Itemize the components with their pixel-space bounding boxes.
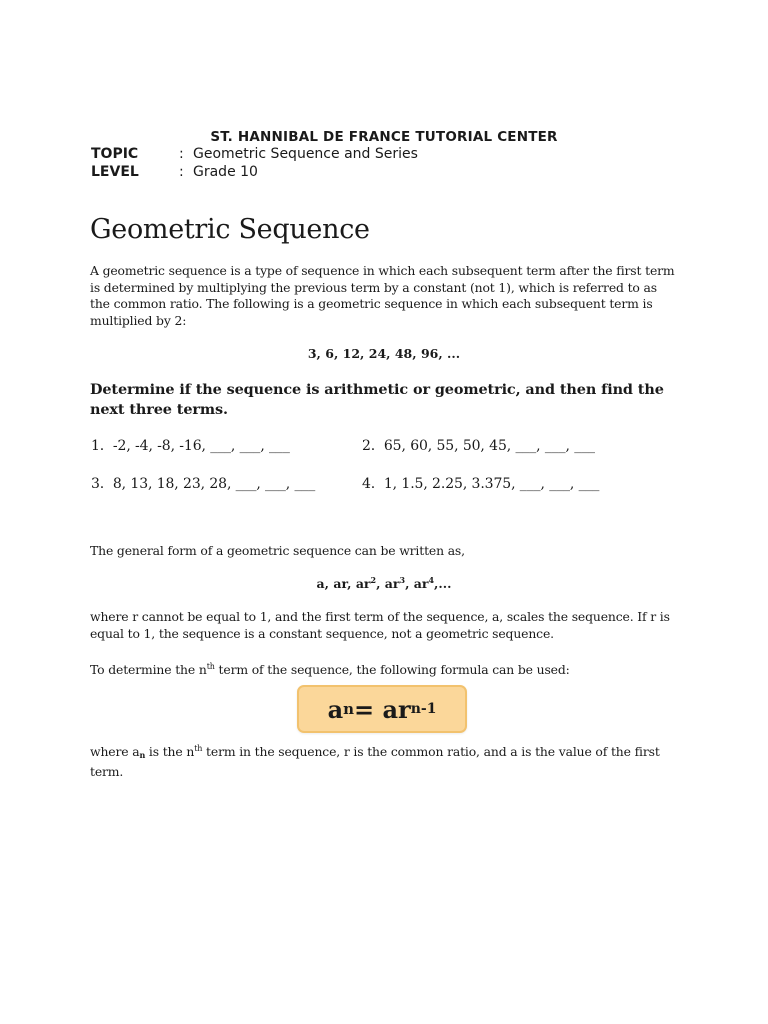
topic-label: TOPIC: [91, 146, 139, 162]
item-number: 3.: [91, 476, 105, 492]
topic-value: Geometric Sequence and Series: [193, 146, 418, 162]
item-number: 1.: [91, 438, 105, 454]
formula-definition: where $a_n$ is the $n^{th}$ term in the sequence, r is the common ratio, and a is the value of the first term.: [90, 744, 660, 779]
nth-term-intro: To determine the $n^{th}$ term of the sequence, the following formula can be used:: [90, 662, 570, 677]
exercise-item-4: [362, 476, 599, 492]
item-text: -2, -4, -8, -16, ___, ___, ___: [112, 438, 290, 454]
level-row: [91, 164, 258, 180]
exercise-item-2: [362, 438, 595, 454]
general-form: a, ar, $ar^2$, $ar^3$, $ar^4$,...: [316, 575, 452, 591]
item-text: 8, 13, 18, 23, 28, ___, ___, ___: [112, 476, 316, 492]
general-form-intro: The general form of a geometric sequence can be written as,: [90, 543, 465, 558]
level-separator: :: [179, 164, 184, 180]
general-form-explanation: where r cannot be equal to 1, and the first term of the sequence, a, scales the sequence. If r is equal to 1, the sequence is a constant sequence, not a geometric sequence.: [90, 609, 670, 641]
intro-paragraph: A geometric sequence is a type of sequence in which each subsequent term after the first term is determined by multiplying the previous term by a constant (not 1), which is referred to as the common ratio. The following is a geometric sequence in which each subsequent term is multiplied by 2:: [90, 263, 675, 328]
item-number: 4.: [362, 476, 376, 492]
example-sequence: 3, 6, 12, 24, 48, 96, ...: [307, 346, 461, 361]
item-number: 2.: [362, 438, 376, 454]
item-text: 1, 1.5, 2.25, 3.375, ___, ___, ___: [383, 476, 600, 492]
level-label: LEVEL: [91, 164, 139, 180]
topic-separator: :: [179, 146, 184, 162]
exercise-instruction: Determine if the sequence is arithmetic or geometric, and then find the next three terms.: [90, 381, 664, 418]
item-text: 65, 60, 55, 50, 45, ___, ___, ___: [383, 438, 595, 454]
level-value: Grade 10: [193, 164, 258, 180]
nth-term-formula: a n = ar n-1: [297, 685, 467, 733]
center-name: ST. HANNIBAL DE FRANCE TUTORIAL CENTER: [210, 129, 558, 145]
topic-row: [91, 146, 418, 162]
section-title: Geometric Sequence: [90, 214, 370, 245]
exercise-item-1: [91, 438, 290, 454]
exercise-item-3: [91, 476, 315, 492]
